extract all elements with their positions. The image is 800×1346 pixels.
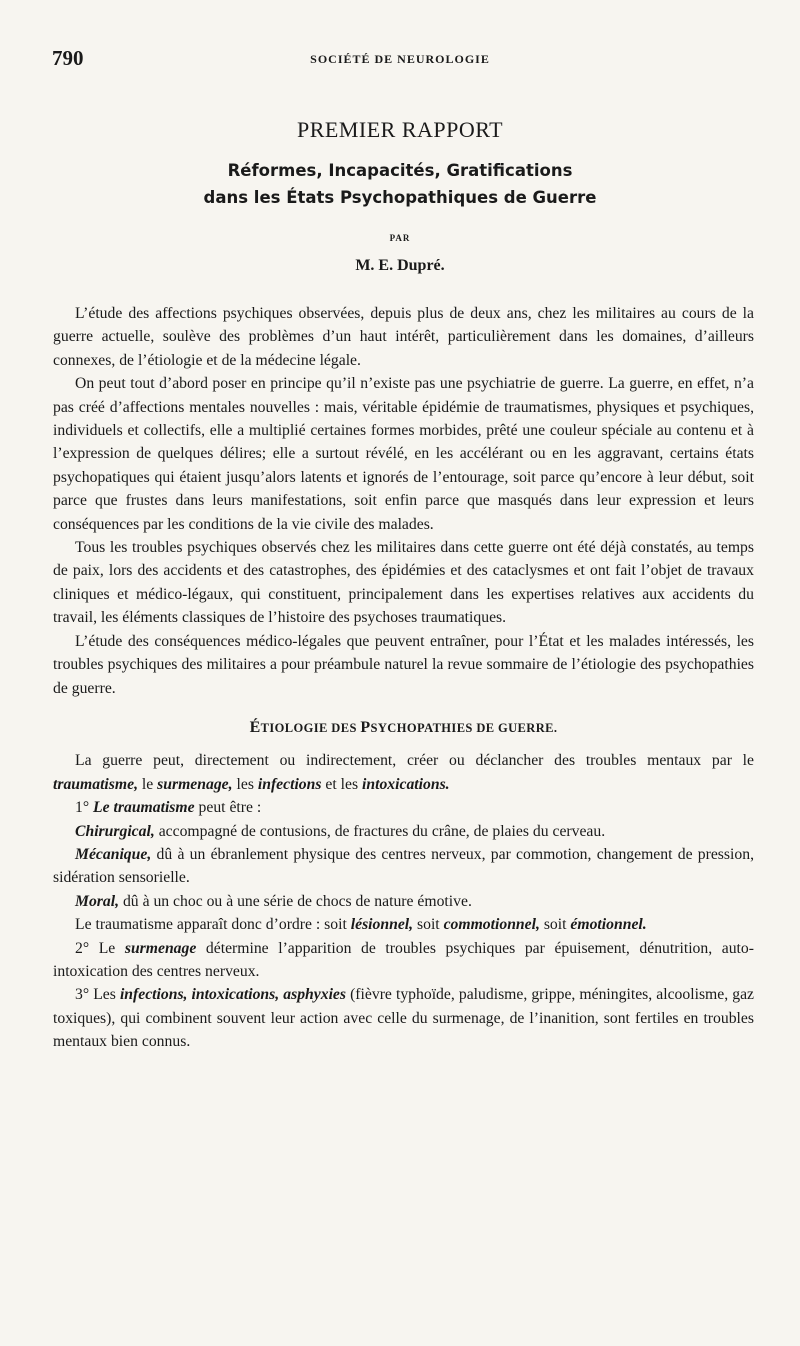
paragraph-causes: La guerre peut, directement ou indirectement, créer ou déclancher des troubles mentaux par le traumatisme, le surmenage, les infections et les intoxications.	[53, 752, 754, 793]
paragraph-traumatisme: 1° Le traumatisme peut être :	[75, 799, 262, 817]
paragraph-intro: L’étude des affections psychiques observées, depuis plus de deux ans, chez les militaires au cours de la guerre actuelle, soulève des problèmes d’un haut intérêt, particulièrement dans les domaines, d’ailleurs connexes, de l’étiologie et de la médecine légale.	[53, 305, 754, 369]
report-title: PREMIER RAPPORT	[296, 117, 504, 142]
paragraph-troubles: Tous les troubles psychiques observés chez les militaires dans cette guerre ont été déjà constatés, au temps de paix, lors des accidents et des catastrophes, des épidémies et des cataclysmes et ont fait l’objet de travaux cliniques et médico-légaux, qui constituent, principalement dans les expertises relatives aux accidents du travail, les éléments classiques de l’histoire des psychoses traumatiques.	[53, 539, 754, 627]
by-label: PAR	[389, 233, 411, 243]
report-subtitle-line1: Réformes, Incapacités, Gratifications	[227, 161, 573, 180]
paragraph-infections: 3° Les infections, intoxications, asphyxies (fièvre typhoïde, paludisme, grippe, méningites, alcoolisme, gaz toxiques), qui combinent souvent leur action avec celle du surmenage, de l’inanition, sont fertiles en troubles mentaux bien connus.	[53, 986, 754, 1051]
page-header	[52, 44, 748, 74]
paragraph-mecanique: Mécanique, dû à un ébranlement physique des centres nerveux, par commotion, changement de pression, sidération sensorielle.	[53, 845, 754, 887]
author-name: M. E. Dupré.	[355, 257, 445, 274]
paragraph-consequences: L’étude des conséquences médico-légales que peuvent entraîner, pour l’État et les malades intéressés, les troubles psychiques des militaires a pour préambule naturel la revue sommaire de l’étiologie des psychopathies de guerre.	[53, 632, 754, 697]
body-text	[53, 302, 754, 1054]
section-heading: ÉTIOLOGIE DES PSYCHOPATHIES DE GUERRE.	[249, 718, 558, 736]
paragraph-moral: Moral, dû à un choc ou à une série de chocs de nature émotive.	[75, 892, 472, 910]
page-number: 790	[52, 46, 84, 70]
paragraph-ordre: Le traumatisme apparaît donc d’ordre : soit lésionnel, soit commotionnel, soit émotionnel.	[75, 916, 647, 934]
running-head: SOCIÉTÉ DE NEUROLOGIE	[310, 52, 490, 66]
paragraph-chirurgical: Chirurgical, accompagné de contusions, de fractures du crâne, de plaies du cerveau.	[75, 822, 606, 840]
paragraph-surmenage: 2° Le surmenage détermine l’apparition de troubles psychiques par épuisement, dénutrition, auto-intoxication des centres nerveux.	[53, 939, 754, 980]
paragraph-principle: On peut tout d’abord poser en principe qu’il n’existe pas une psychiatrie de guerre. La guerre, en effet, n’a pas créé d’affections mentales nouvelles : mais, véritable épidémie de traumatismes, physiques et psychiques, individuels et collectifs, elle a multiplié certaines formes morbides, prêté une couleur spéciale au contenu et à l’expression de quelques délires; elle a surtout révélé, en les accélérant ou en les aggravant, certains états psychopatiques qui étaient jusqu’alors latents et ignorés de l’entourage, soit parce qu’encore à leur début, soit parce que frustes dans leurs manifestations, soit enfin parce que masqués dans leur expression et leurs conséquences par les conditions de la vie civile des malades.	[53, 375, 754, 533]
report-subtitle-line2: dans les États Psychopathiques de Guerre	[203, 188, 597, 207]
